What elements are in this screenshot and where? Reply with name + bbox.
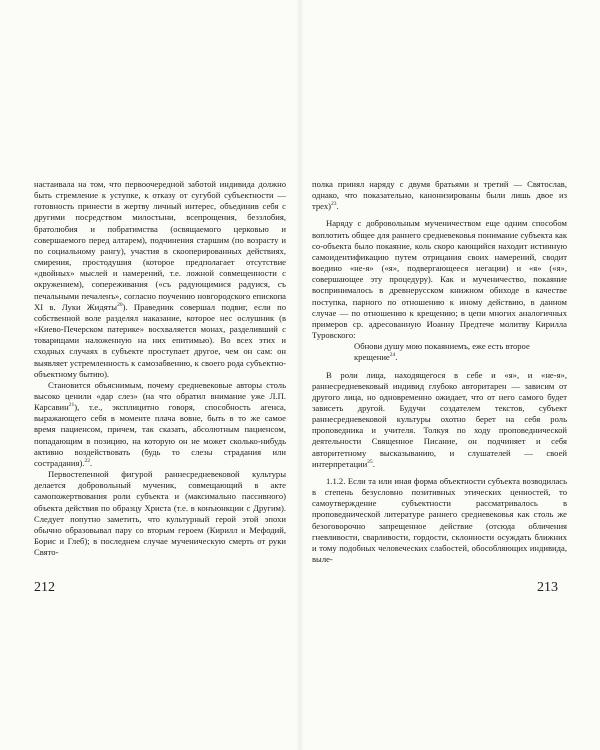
footnote-ref: 22 (84, 458, 90, 465)
page-number: 212 (34, 580, 55, 595)
paragraph: настаивала на том, что первоочередной заботой индивида должно быть стремление к уступке, к отказу от сугубой субъектности — готовность принести в жертву личный интерес, объединив себя с другими посредством милостыни, всепрощения, беззлобия, братолюбия и побратимства (освящаемого церковью и совершаемого перед алтарем), подчинения старшим (по возрасту и по социальному рангу), участия в скооперированных действиях, смирения, простодушия (которое предполагает отсутствие «двойных» мыслей и намерений, т.е. ложной совмещенности с окружением), сопереживания («съ радующимися радуися, съ печальными печаленъ», согласно поучению новгородского епископа XI в. Луки Жидяты$^{20}$). Праведник совершал подвиг, если по собственной воле разделял наказание, которое нес ослушник (в «Киево-Печерском патерике» восхваляется монах, разделивший с товарищами наложенную на них епитимью). Во всех этих и сходных случаях в субъекте проступает другое, чем он сам: он выявляет устремленность к самозабвению, к своего рода субъектно-объектному бытию). (34, 179, 286, 379)
right-page-text (312, 179, 567, 565)
footnote-ref: 23 (331, 201, 337, 208)
footnote-ref: 24 (389, 352, 396, 359)
paragraph: полка принял наряду с двумя братьями и третий — Святослав, однако, что показательно, канонизированы были лишь двое из трех)$^{23}$. (312, 179, 567, 212)
left-page-text (34, 179, 286, 558)
right-page (300, 0, 600, 750)
footnote-ref: 21 (68, 402, 75, 409)
paragraph: В роли лица, находящегося в себе и «я», и «не-я», раннесредневековый индивид глубоко авторитарен — зависим от другого лица, но одновременно ожидает, что от него самого будет зависеть другой. Будучи создателем текстов, субъект раннесредневековой культуры охотно берет на себя роль проповедника и учителя. Толкуя по ходу проповеднической деятельности Священное Писание, он подчиняет и себя авторитетному высказыванию, и слушателей — своей интерпретации$^{25}$. (312, 369, 567, 469)
footnote-ref: 20 (117, 301, 123, 308)
paragraph: Наряду с добровольным мученичеством еще одним способом воплотить общее для раннего средневековья понимание субъекта как со-объекта было покаяние, коль скоро кающийся находит истинную самоидентификацию путем отрицания своих намерений, сводит воедино «не-я» («я», подвергающееся негации) и «я» («я», совершающее эту процедуру). Как и мученичество, покаяние воспринималось в древнерусском книжном обиходе в качестве поступка, парного по отношению к иному действию, в данном случае — по отношению к крещению; в цепи многих аналогичных примеров ср. адресованную Иоанну Предтече молитву Кирилла Туровского: (312, 218, 567, 341)
paragraph: 1.1.2. Если та или иная форма объектности субъекта возводилась в степень безусловно позитивных этических ценностей, то самоутверждение субъектности рассматривалось в проповеднической литературе раннего средневековья как столь же безоговорочно запрещенное действие (отсюда обличения гневливости, сварливости, гордости, склонности осуждать ближних и тому подобных человеческих слабостей, обособляющих индивида, выле- (312, 475, 567, 564)
footnote-ref: 25 (367, 458, 373, 465)
page-number: 213 (537, 580, 558, 595)
quotation: Обнови душу мою покаяниемъ, еже есть второе крещение$^{24}$. (354, 341, 530, 363)
paragraph: Становится объяснимым, почему средневековые авторы столь высоко ценили «дар слез» (на что обратил внимание уже Л.П. Карсавин$^{21}$), т.е., эксплицитно говоря, способность агенса, выражающего себя в моменте плача вовне, быть в то же самое время пациенсом, причем, так сказать, абсолютным пациенсом, попадающим в позицию, на которую он не может сколько-нибудь активно воздействовать (будь то слезы страдания или сострадания).$^{22}$. (34, 379, 286, 468)
paragraph: Первостепенной фигурой раннесредневековой культуры делается добровольный мученик, совмещающий в акте самопожертвования роли субъекта и (максимально пассивного) объекта действия по образцу Христа (т.е. в конъюнкции с Другим). Следует попутно заметить, что культурный герой этой эпохи обычно образовывал пару со вторым героем (Кирилл и Мефодий, Борис и Глеб); в последнем случае мученическую смерть от руки Свято- (34, 469, 286, 558)
